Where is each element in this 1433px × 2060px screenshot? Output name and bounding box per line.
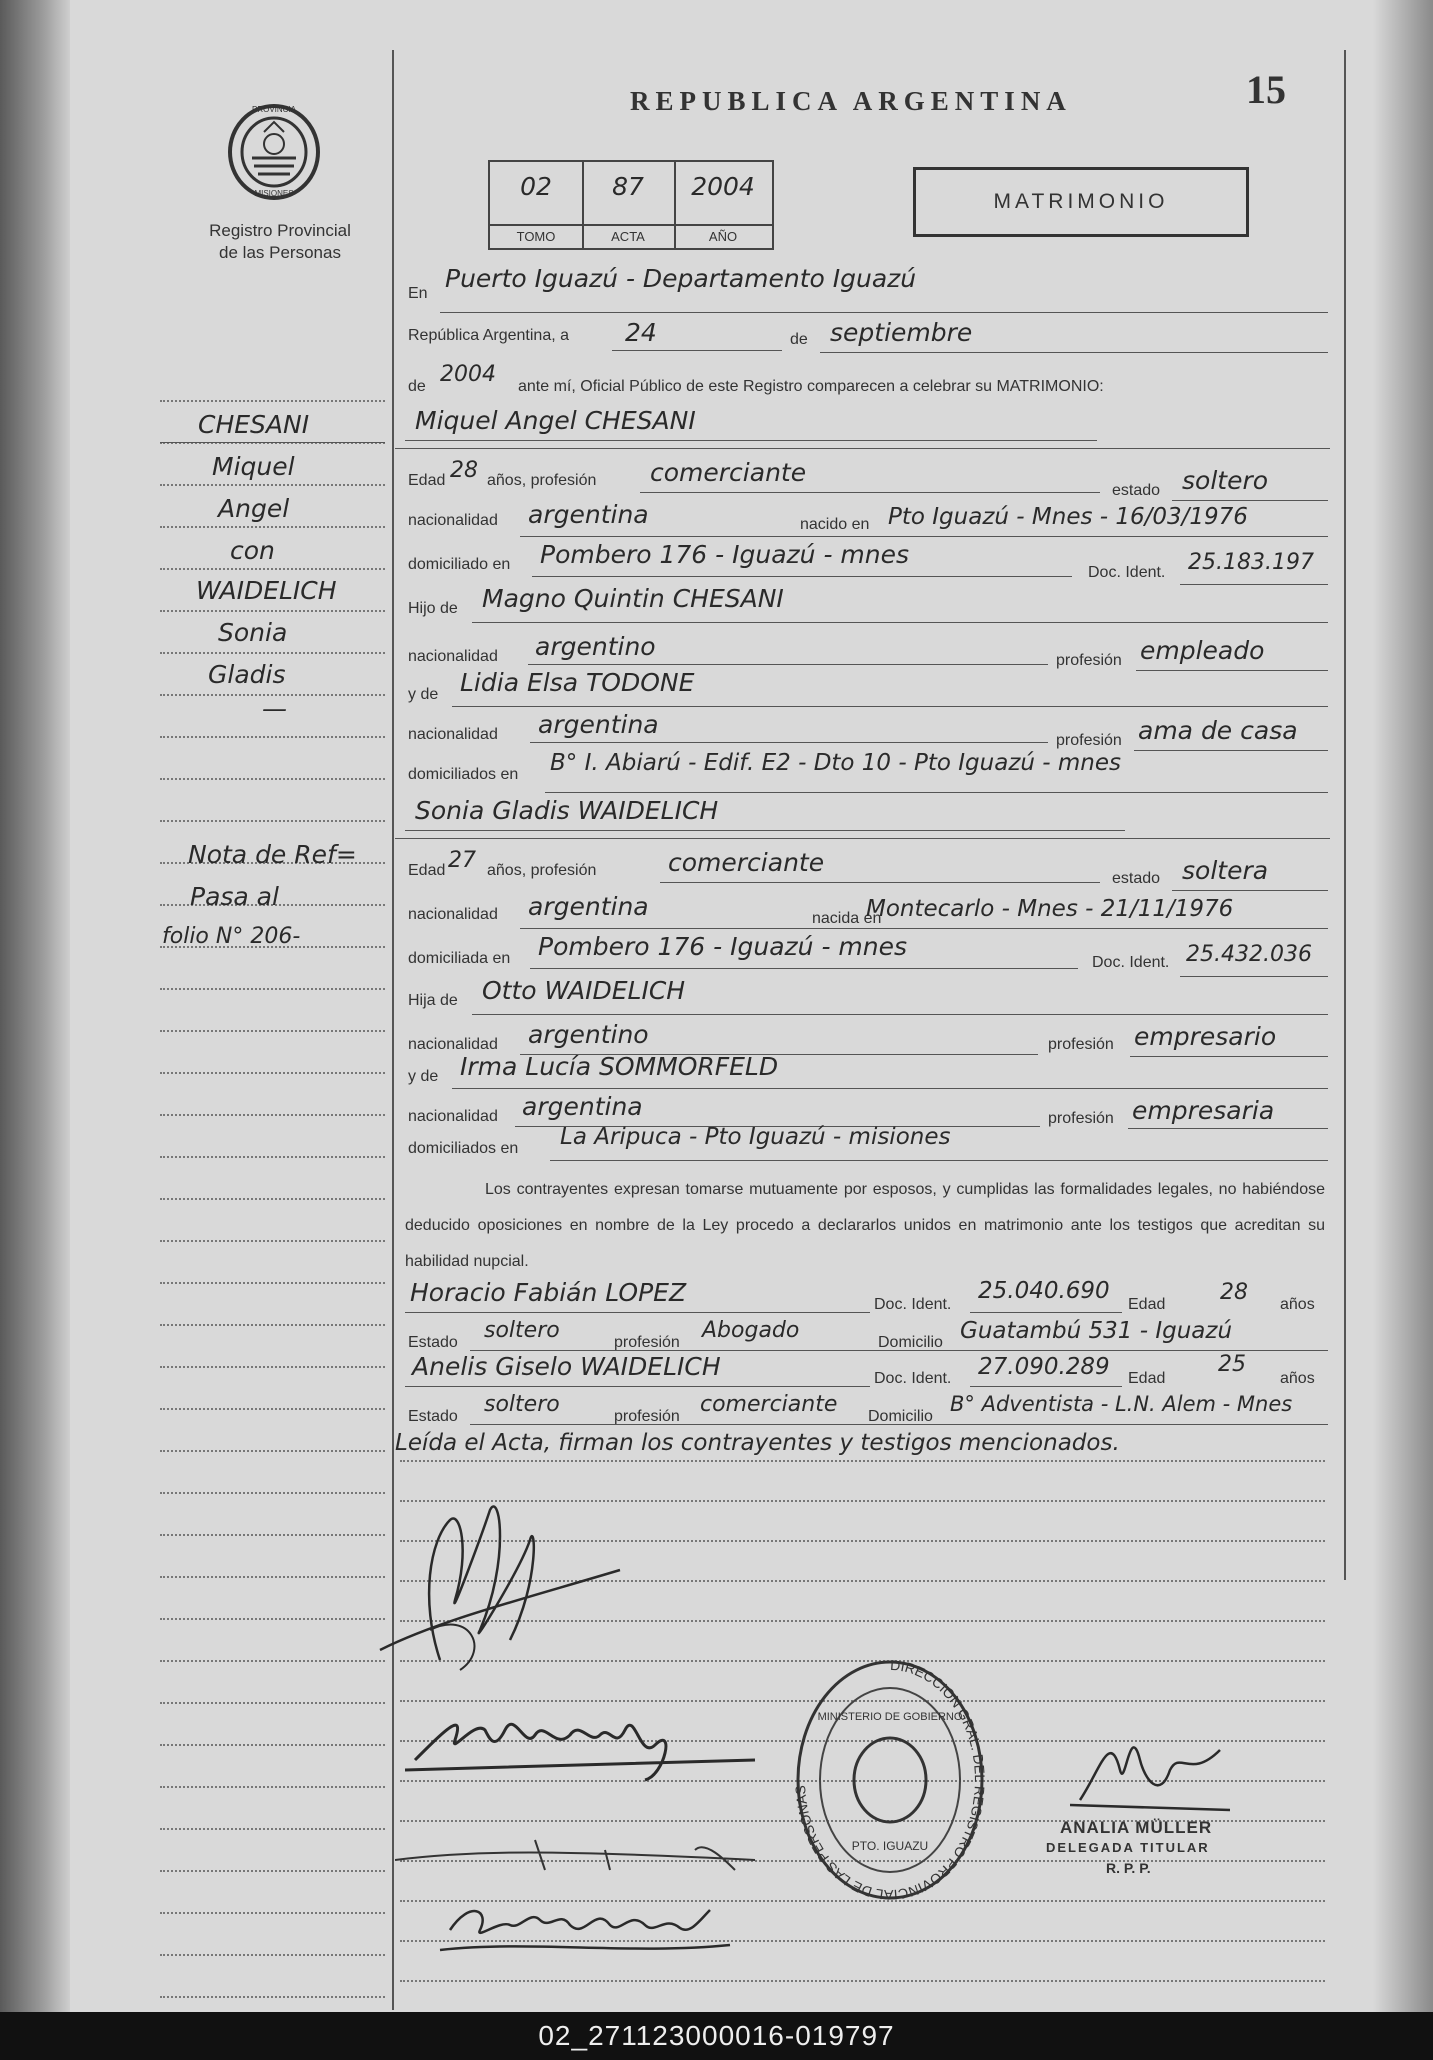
record-type-box: MATRIMONIO: [913, 167, 1249, 237]
bride-nationality: argentina: [528, 892, 649, 921]
label-nacionalidad: nacionalidad: [408, 512, 498, 529]
body-dotted-line: [400, 1460, 1325, 1462]
margin-dotted-line: [160, 1870, 385, 1872]
margin-dotted-line: [160, 1156, 385, 1158]
right-margin-line: [1344, 50, 1346, 1580]
groom-profession: comerciante: [650, 458, 807, 487]
tomo-label: TOMO: [490, 224, 582, 248]
label-domiciliados: domiciliados en: [408, 1140, 519, 1157]
svg-text:MISIONES: MISIONES: [254, 189, 294, 198]
official-name: ANALIA MÜLLER: [1060, 1818, 1213, 1837]
witness2-profession: comerciante: [700, 1392, 838, 1417]
rule: [1130, 1056, 1328, 1057]
page-number: 15: [1246, 67, 1286, 112]
label-anos: años: [1280, 1296, 1315, 1313]
margin-dotted-line: [160, 1702, 385, 1704]
label-edad: Edad: [1128, 1296, 1166, 1313]
svg-text:PTO. IGUAZU: PTO. IGUAZU: [851, 1839, 929, 1853]
rule: [472, 622, 1328, 623]
acta-cell: [582, 162, 676, 248]
rule: [1136, 670, 1328, 671]
label-republica: República Argentina, a: [408, 327, 569, 344]
bride-birth: Montecarlo - Mnes - 21/11/1976: [866, 896, 1234, 922]
groom-doc: 25.183.197: [1188, 550, 1314, 575]
official-stamp: [790, 1650, 990, 1900]
label-doc: Doc. Ident.: [1092, 954, 1170, 971]
witness2-doc: 27.090.289: [978, 1354, 1110, 1380]
witness2-signature: [430, 1880, 790, 1970]
label-hija-de: Hija de: [408, 992, 458, 1009]
label-estado: estado: [1112, 870, 1161, 887]
rule: [970, 1386, 1122, 1387]
margin-dotted-line: [160, 778, 385, 780]
rule: [612, 350, 782, 351]
label-anos-profesion: años, profesión: [487, 862, 597, 879]
rule: [520, 928, 1328, 929]
margin-name-7: Gladis: [208, 660, 286, 689]
official-office: R. P. P.: [1106, 1860, 1151, 1876]
label-nacida: nacida en: [812, 910, 882, 927]
margin-dotted-line: [160, 1072, 385, 1074]
label-profesion: profesión: [614, 1408, 680, 1425]
rule: [472, 1014, 1328, 1015]
place-value: Puerto Iguazú - Departamento Iguazú: [445, 264, 917, 293]
margin-name-3: Angel: [218, 494, 290, 523]
label-profesion: profesión: [614, 1334, 680, 1351]
margin-name-8: —: [262, 694, 287, 723]
label-profesion: profesión: [1048, 1110, 1114, 1127]
acta-value: 87: [612, 172, 644, 201]
body-dotted-line: [400, 1980, 1325, 1982]
label-anos: años: [1280, 1370, 1315, 1387]
groom-birth: Pto Iguazú - Mnes - 16/03/1976: [888, 504, 1248, 530]
rule: [452, 1088, 1328, 1089]
margin-dotted-line: [160, 1240, 385, 1242]
rule: [1180, 584, 1328, 585]
margin-dotted-line: [160, 988, 385, 990]
groom-address: Pombero 176 - Iguazú - mnes: [540, 540, 910, 569]
label-de: de: [790, 331, 808, 348]
witness1-address: Guatambú 531 - Iguazú: [960, 1318, 1233, 1344]
label-y-de: y de: [408, 1068, 439, 1085]
svg-text:DIRECCION GRAL. DEL REGISTRO P: DIRECCION GRAL. DEL REGISTRO PROVINCIAL DE LAS PERSONAS: [791, 1656, 988, 1900]
label-domicilio: Domicilio: [868, 1408, 933, 1425]
groom-father-nationality: argentino: [535, 632, 656, 661]
label-estado: estado: [1112, 482, 1161, 499]
groom-name: Miquel Angel CHESANI: [415, 406, 696, 435]
label-domiciliada: domiciliada en: [408, 950, 511, 967]
label-nacionalidad: nacionalidad: [408, 648, 498, 665]
margin-dotted-line: [160, 1912, 385, 1914]
bride-profession: comerciante: [668, 848, 825, 877]
rule: [530, 968, 1078, 969]
anio-value: 2004: [691, 172, 755, 201]
margin-name-6: Sonia: [218, 618, 288, 647]
margin-dotted-line: [160, 1450, 385, 1452]
rule: [452, 706, 1328, 707]
margin-dotted-line: [160, 1576, 385, 1578]
acta-label: ACTA: [582, 224, 674, 248]
page-title: REPUBLICA ARGENTINA: [630, 86, 1072, 116]
margin-rule: [160, 442, 385, 443]
margin-dotted-line: [160, 1534, 385, 1536]
rule: [405, 1386, 870, 1387]
margin-dotted-line: [160, 1618, 385, 1620]
label-profesion: profesión: [1056, 652, 1122, 669]
bride-address: Pombero 176 - Iguazú - mnes: [538, 932, 908, 961]
footer-code: 02_271123000016-019797: [538, 2020, 895, 2051]
margin-dotted-line: [160, 736, 385, 738]
label-estado: Estado: [408, 1334, 458, 1351]
groom-mother: Lidia Elsa TODONE: [460, 668, 695, 697]
month-value: septiembre: [830, 318, 973, 347]
margin-dotted-line: [160, 484, 385, 486]
margin-name-1: CHESANI: [198, 410, 310, 439]
declaration-text: Los contrayentes expresan tomarse mutuamente por esposos, y cumplidas las formalidades legales, no habiéndose deducido oposiciones en nombre de la Ley procedo a declararlos unidos en matrimonio ante los testigos que acreditan su habilidad nupcial.: [405, 1181, 1325, 1270]
anio-cell: [674, 162, 772, 248]
svg-text:PROVINCIA: PROVINCIA: [251, 105, 297, 114]
margin-dotted-line: [160, 400, 385, 402]
witness1-status: soltero: [484, 1318, 560, 1343]
day-value: 24: [625, 318, 657, 347]
margin-dotted-line: [160, 652, 385, 654]
witness1-name: Horacio Fabián LOPEZ: [410, 1278, 687, 1307]
rule: [1134, 750, 1328, 751]
margin-dotted-line: [160, 1366, 385, 1368]
witness1-profession: Abogado: [702, 1318, 800, 1343]
label-domicilio: Domicilio: [878, 1334, 943, 1351]
label-ante-mi: ante mí, Oficial Público de este Registro comparecen a celebrar su MATRIMONIO:: [518, 378, 1104, 395]
rule: [1172, 890, 1328, 891]
margin-dotted-line: [160, 1198, 385, 1200]
groom-father-profession: empleado: [1140, 636, 1265, 665]
rule: [820, 352, 1328, 353]
svg-text:MINISTERIO DE GOBIERNO: MINISTERIO DE GOBIERNO: [817, 1711, 963, 1723]
groom-status: soltero: [1182, 466, 1269, 495]
label-y-de: y de: [408, 686, 439, 703]
official-signature: [1070, 1710, 1230, 1830]
margin-dotted-line: [160, 1744, 385, 1746]
label-doc: Doc. Ident.: [1088, 564, 1166, 581]
bride-father: Otto WAIDELICH: [482, 976, 686, 1005]
anio-label: AÑO: [674, 224, 772, 248]
page-shadow-right: [1373, 0, 1433, 2012]
margin-name-2: Miquel: [212, 452, 295, 481]
page-shadow-left: [0, 0, 70, 2012]
rule: [395, 838, 1330, 839]
bride-mother-nationality: argentina: [522, 1092, 643, 1121]
margin-dotted-line: [160, 1492, 385, 1494]
rule: [660, 882, 1100, 883]
official-role: DELEGADA TITULAR: [1046, 1840, 1210, 1855]
rule: [520, 536, 1328, 537]
label-estado: Estado: [408, 1408, 458, 1425]
bride-mother: Irma Lucía SOMMORFELD: [460, 1052, 779, 1081]
label-en: En: [408, 285, 428, 302]
margin-note-2: Pasa al: [190, 882, 279, 911]
groom-parents-address: B° I. Abiarú - Edif. E2 - Dto 10 - Pto Iguazú - mnes: [550, 750, 1122, 776]
rule: [545, 792, 1328, 793]
rule: [532, 576, 1072, 577]
witness1-doc: 25.040.690: [978, 1278, 1110, 1304]
bride-name: Sonia Gladis WAIDELICH: [415, 796, 719, 825]
label-doc: Doc. Ident.: [874, 1370, 952, 1387]
rule: [405, 1312, 870, 1313]
rule: [405, 440, 1097, 441]
label-nacionalidad: nacionalidad: [408, 1108, 498, 1125]
margin-dotted-line: [160, 526, 385, 528]
rule: [440, 312, 1328, 313]
rule: [470, 1424, 1328, 1425]
margin-dotted-line: [160, 1660, 385, 1662]
groom-age: 28: [450, 458, 478, 483]
witness2-age: 25: [1218, 1352, 1246, 1377]
rule: [528, 664, 1048, 665]
groom-mother-profession: ama de casa: [1138, 716, 1298, 745]
bride-status: soltera: [1182, 856, 1269, 885]
margin-dotted-line: [160, 610, 385, 612]
label-anos-profesion: años, profesión: [487, 472, 597, 489]
label-hijo-de: Hijo de: [408, 600, 458, 617]
year-value: 2004: [440, 362, 496, 387]
margin-dotted-line: [160, 1030, 385, 1032]
bride-signature: [405, 1690, 765, 1790]
margin-dotted-line: [160, 1408, 385, 1410]
margin-note-1: Nota de Ref=: [188, 840, 357, 869]
witness2-status: soltero: [484, 1392, 560, 1417]
witness2-name: Anelis Giselo WAIDELICH: [412, 1352, 721, 1381]
margin-note-3: folio N° 206-: [162, 924, 301, 949]
groom-nationality: argentina: [528, 500, 649, 529]
margin-line: [392, 50, 394, 2010]
label-profesion: profesión: [1048, 1036, 1114, 1053]
tomo-cell: [490, 162, 584, 248]
margin-name-4: con: [230, 536, 275, 565]
label-edad: Edad: [408, 862, 446, 879]
rule: [1172, 500, 1328, 501]
rule: [530, 742, 1048, 743]
closing-text: Leída el Acta, firman los contrayentes y testigos mencionados.: [395, 1430, 1120, 1456]
label-profesion: profesión: [1056, 732, 1122, 749]
witness1-age: 28: [1220, 1280, 1248, 1305]
bride-parents-address: La Aripuca - Pto Iguazú - misiones: [560, 1124, 951, 1150]
margin-dotted-line: [160, 1324, 385, 1326]
registry-line-1: Registro Provincial: [209, 221, 351, 240]
witness2-address: B° Adventista - L.N. Alem - Mnes: [950, 1392, 1293, 1416]
rule: [1180, 976, 1328, 977]
rule: [550, 1160, 1328, 1161]
margin-dotted-line: [160, 1114, 385, 1116]
label-nacionalidad: nacionalidad: [408, 726, 498, 743]
bride-mother-profession: empresaria: [1132, 1096, 1275, 1125]
label-de-year: de: [408, 378, 426, 395]
bride-father-nationality: argentino: [528, 1020, 649, 1049]
margin-dotted-line: [160, 568, 385, 570]
provincial-seal-logo: [222, 96, 326, 204]
bride-father-profession: empresario: [1134, 1022, 1277, 1051]
groom-mother-nationality: argentina: [538, 710, 659, 739]
margin-dotted-line: [160, 1996, 385, 1998]
rule: [640, 492, 1100, 493]
bride-age: 27: [448, 848, 476, 873]
rule: [395, 448, 1330, 449]
margin-name-5: WAIDELICH: [196, 576, 337, 605]
label-edad: Edad: [1128, 1370, 1166, 1387]
registry-line-2: de las Personas: [219, 243, 341, 262]
groom-father: Magno Quintin CHESANI: [482, 584, 784, 613]
margin-dotted-line: [160, 1786, 385, 1788]
rule: [405, 830, 1125, 831]
label-nacionalidad: nacionalidad: [408, 906, 498, 923]
rule: [1128, 1128, 1328, 1129]
rule: [470, 1350, 1328, 1351]
margin-dotted-line: [160, 1828, 385, 1830]
label-edad: Edad: [408, 472, 446, 489]
groom-signature: [360, 1480, 640, 1680]
margin-dotted-line: [160, 820, 385, 822]
registry-name: [185, 220, 375, 264]
label-doc: Doc. Ident.: [874, 1296, 952, 1313]
label-nacido: nacido en: [800, 516, 870, 533]
bride-doc: 25.432.036: [1186, 942, 1312, 967]
tomo-value: 02: [520, 172, 552, 201]
label-domiciliados: domiciliados en: [408, 766, 519, 783]
label-nacionalidad: nacionalidad: [408, 1036, 498, 1053]
label-domiciliado: domiciliado en: [408, 556, 511, 573]
margin-dotted-line: [160, 1282, 385, 1284]
reference-table: [488, 160, 774, 250]
rule: [970, 1312, 1122, 1313]
margin-dotted-line: [160, 1954, 385, 1956]
